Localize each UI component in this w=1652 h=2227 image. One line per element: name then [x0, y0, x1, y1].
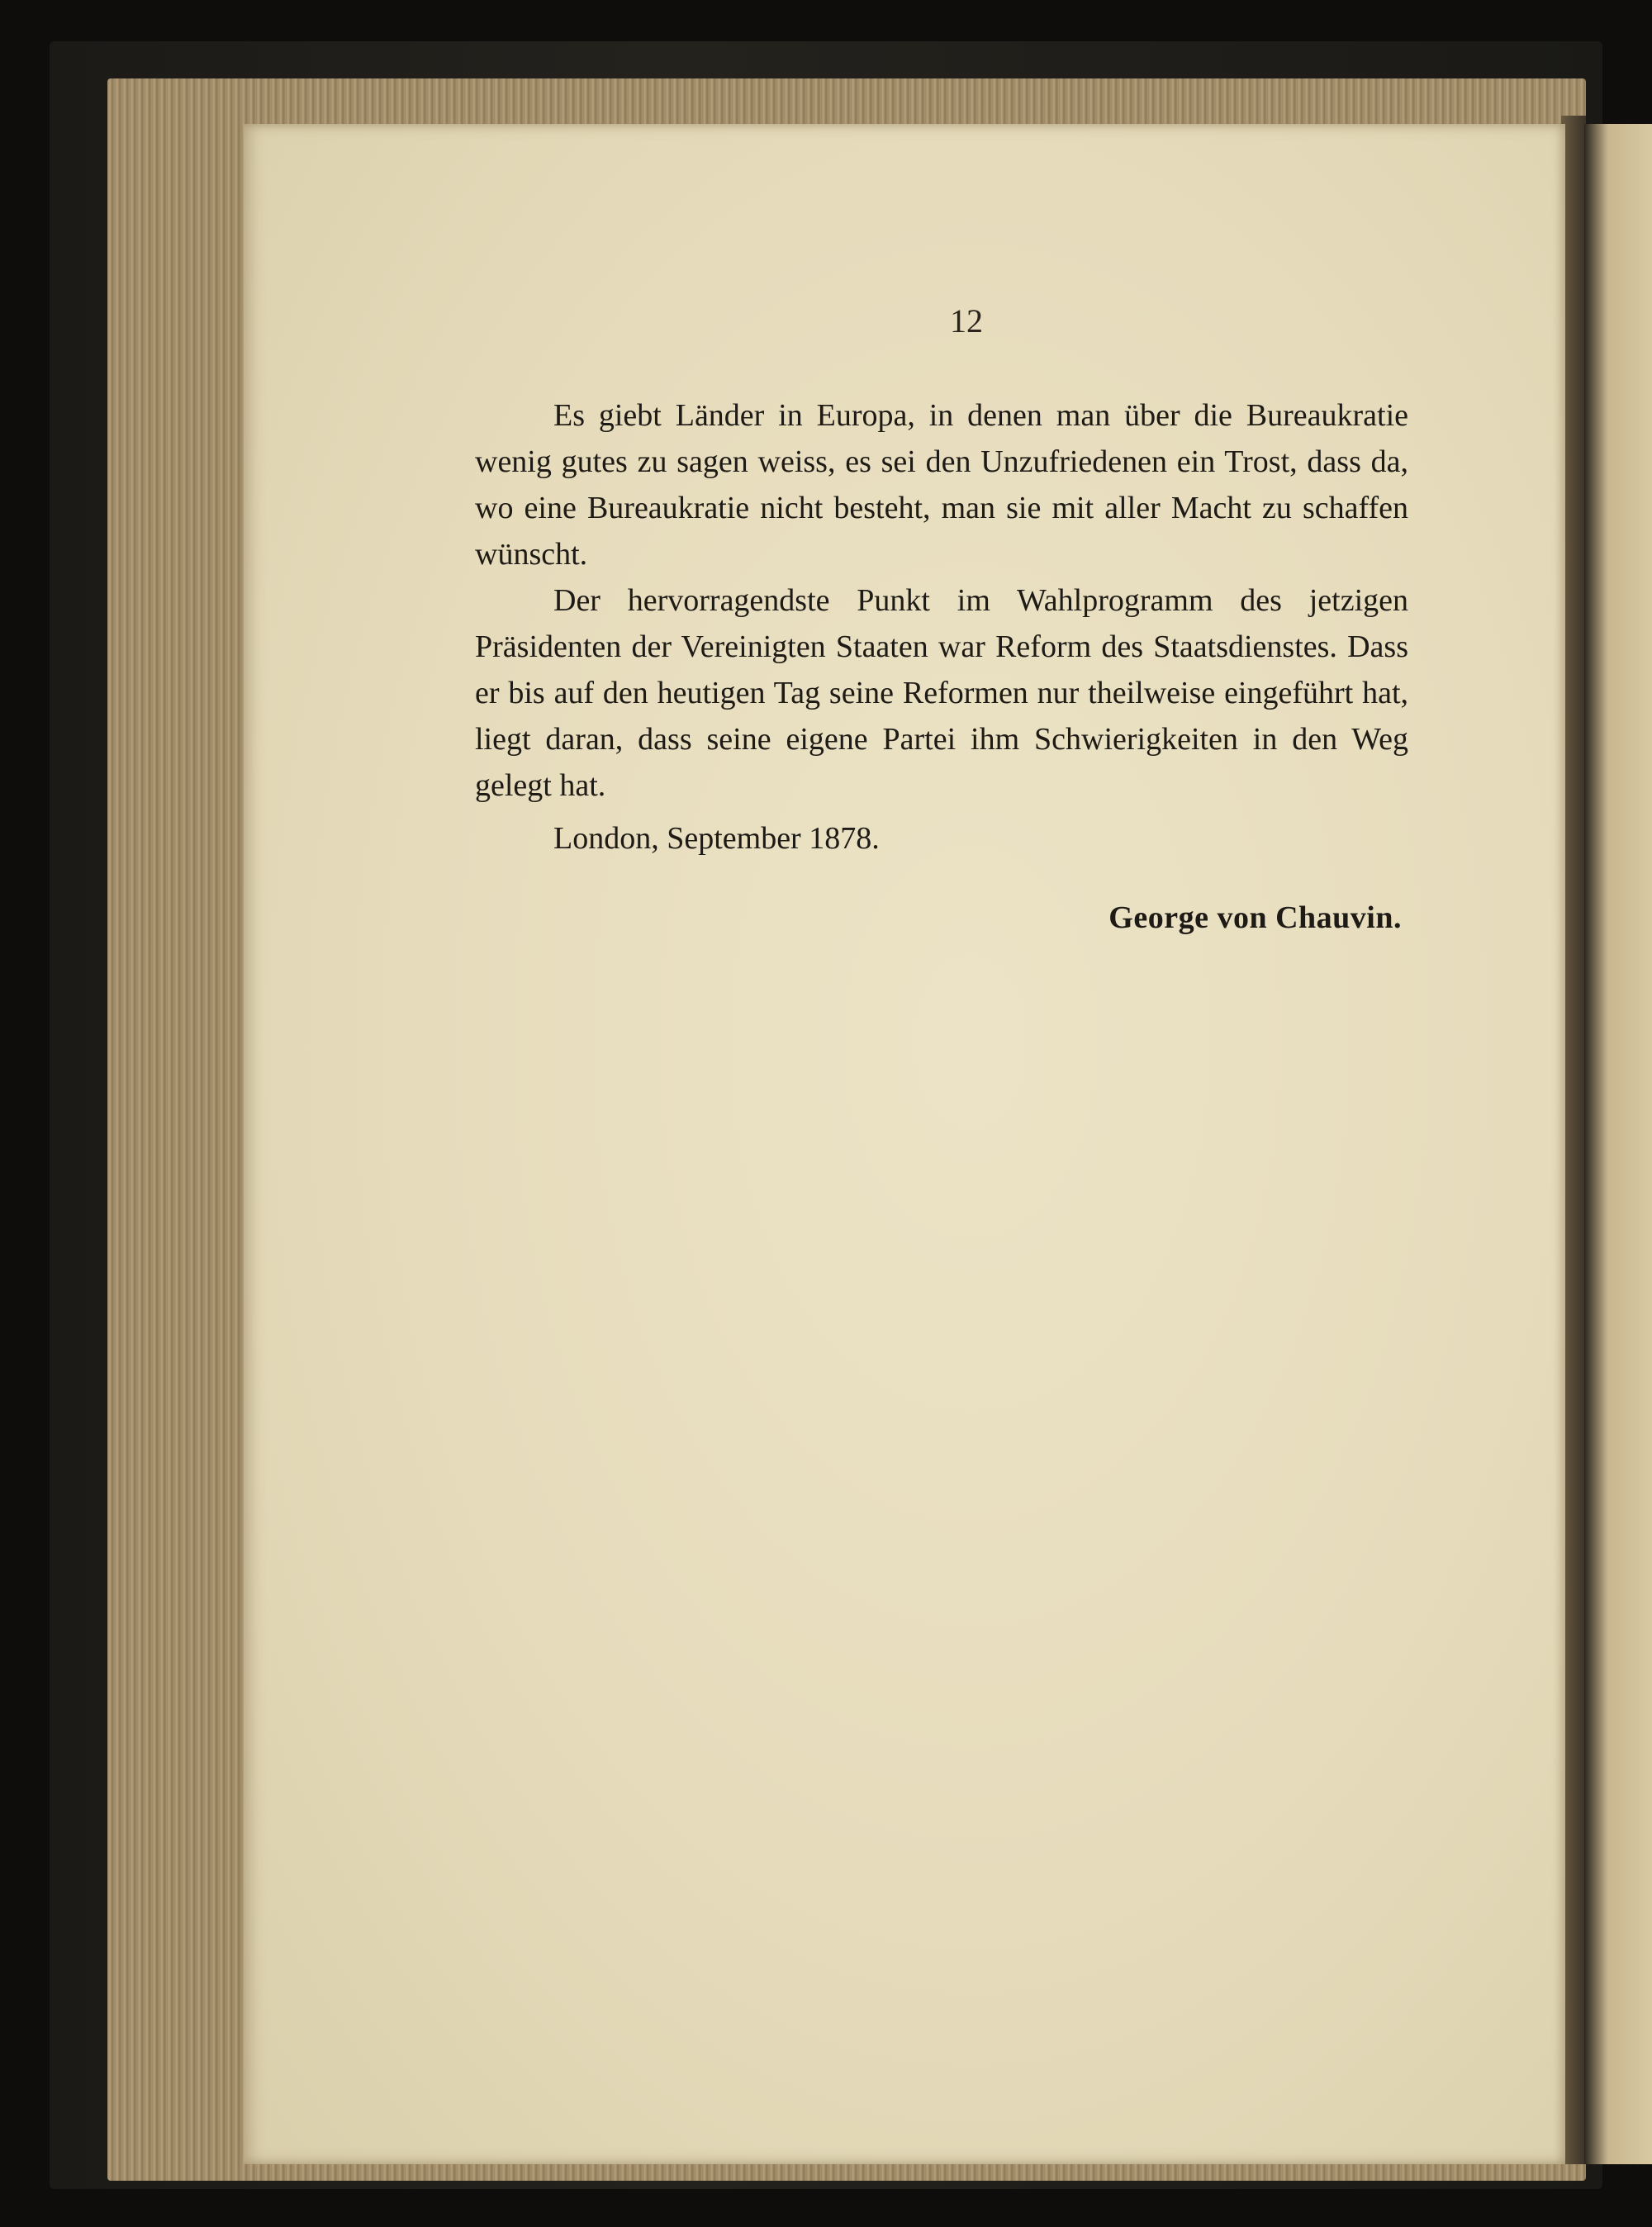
dateline: London, September 1878.: [553, 821, 880, 856]
page-body: [475, 392, 1408, 941]
paragraph-2: Der hervorragendste Punkt im Wahlprogramm des jetzigen Präsidenten der Vereinigten Staaten war Reform des Staatsdienstes. Dass er bis auf den heutigen Tag seine Reformen nur theilweise eingeführt hat, liegt daran, dass seine eigene Partei ihm Schwierigkeiten in den Weg gelegt hat.: [475, 583, 1408, 803]
page-number: 12: [950, 302, 983, 340]
signature: George von Chauvin.: [1108, 900, 1402, 935]
paragraph-1: Es giebt Länder in Europa, in denen man über die Bureaukratie wenig gutes zu sagen weiss, es sei den Unzufriedenen ein Trost, dass da, wo eine Bureaukratie nicht besteht, man sie mit aller Macht zu schaffen wünscht.: [475, 398, 1408, 572]
facing-page-edge: [1584, 124, 1652, 2164]
